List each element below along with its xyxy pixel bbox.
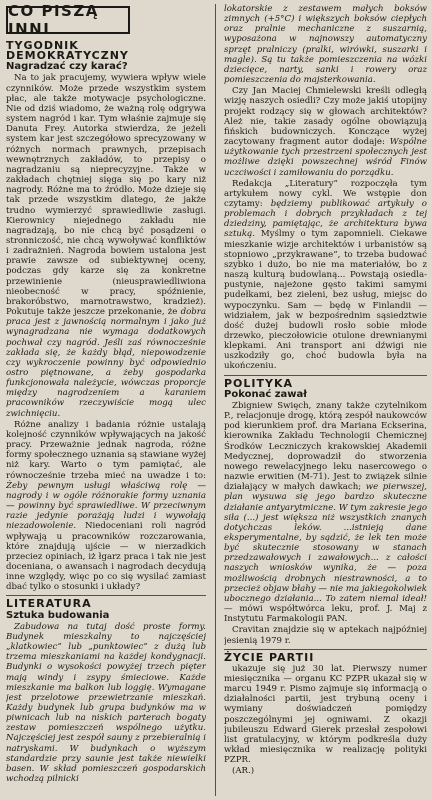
- section-heading: TYGODNIK DEMOKRATYCZNY: [6, 41, 129, 63]
- article-paragraph: lokatorskie z zestawem małych boksów zimnych (+5°C) i większych boksów ciepłych oraz pralnie mechaniczne z suszarnią, wyposażona w najnowszy automatyczny sprzęt pralniczy (pralki, wirówki, suszarki i magle). Są tu także pomieszczenia na wózki dziecięce, narty, sanki i rowery oraz pomieszczenia do majsterkowania.: [224, 4, 427, 86]
- article-title: Pokonać zawał: [224, 388, 307, 400]
- article-paragraph: ukazuje się już 30 lat. Pierwszy numer miesięcznika — organu KC PZPR ukazał się w marcu 1949 r. Pismo zajmuje się informacją o działalności partii, jest trybuną oceny i wymiany doświadczeń pomiędzy poszczególnymi jej ogniwami. Z okazji jubileuszu Edward Gierek przesłał zespołowi list gratulacyjny, w którym podkreśla duży wkład miesięcznika w realizację polityki PZPR.: [224, 663, 427, 766]
- article-paragraph: Redakcja „Literatury” rozpoczęła tym artykułem nowy cykl. We wstępie don czytamy: będziemy publikować artykuły o problemach i dobrych przykładach z tej dziedziny, pamiętając, że architektura bywa sztuką. Myślmy o tym zapomnieli. Ciekawe mieszkanie wizje architektów i urbanistów są stopniowo „przykrawane”, to trzeba budować szybko i dużo, bo nie ma materiałów, bo z naszą kulturą budowlaną... Powstają osiedla-pustynie, najeżone gęsto takimi samymi pudełkami, bez zieleni, bez usług, miejsc do wypoczynku. Sam — będę w Finlandii — widziałem, jak w bezpośrednim sąsiedztwie dość dużej budowli rosło sobie młode drzewko, pieczołowicie otulone drewnianymi klepkami. Ani transport ani dźwigi nie uszkodziły go, choć budowla była na ukończeniu.: [224, 178, 427, 372]
- article-paragraph: Różne analizy i badania różnie ustalają kolejność czynników wpływających na jakość pracy. Przeważnie jednak nagroda, różne formy społecznego uznania są stawiane wyżej niż kary. Warto o tym pamiętać, ale równocześnie trzeba mieć na uwadze i to: Żeby pewnym usługi właściwą rolę — nagrody i w ogóle różnorakie formy uznania — powinny być sprawiedliwe. W przeciwnym razie jedynie porażają ludzi i wywołają niezadowolenie. Niedoceniani roli nagród wpływają u pracowników rozczarowania, które znajdują ujście — w nierzadkich przeciez opiniach, iż łgarz praca i tak nie jest doceniana, o awansach i nagrodach decydują inne względy, więc po co się wysilać zamiast dbać tylko o stosunki i układy?: [6, 419, 206, 593]
- article-paragraph: Cravitan znajdzie się w aptekach najpóźniej jesienią 1979 r.: [224, 625, 427, 646]
- article-title: Sztuka budowania: [6, 609, 110, 621]
- right-column: [224, 4, 427, 798]
- left-column: [6, 41, 206, 798]
- article-paragraph: Na to jak pracujemy, wywiera wpływ wiele czynników. Może przede wszystkim system płac, ale także motywacje psychologiczne. Nie od dziś wiadomo, że ważną rolę odgrywa system nagród i kar. Tym właśnie zajmuje się Danuta Frey. Autorka stwierdza, że jeżeli system kar jest szczegółowo sprecyzowany w różnych normach prawnych, przepisach wewnętrznych zakładów, to przepisy o nagradzaniu są nieprecyzyjne. Także w zakładach chętniej sięga się po kary niż nagrody. Różne ma to źródło. Może dzieje się tak przede wszystkim dlatego, że jakże trudno wymierzyć sprawiedliwie zasługi. Kierownicy niejednego zakładu nie nagradzają, bo nie chcą być posądzeni o stronniczość, nie chcą wywoływać konfliktów i zadrażnień. Nagroda bowiem ustalona jest prawie zawsze od subiektywnej oceny, podczas gdy karze się za konkretne przewinienie (nieusprawiedliwiona nieobecność w pracy, spóźnienie, brakoróbstwo, marnotrawstwo, kradzież). Pokutuje także jeszcze przekonanie, że dobra praca jest z jawnością normalnym i jako już wynagradzana nie wymaga dodatkowych pochwał czy nagród. Jeśli zaś równocześnie zakłada się, że każdy błąd, niepowodzenie czy wykroczenie powinny być odpowiednio ostro piętnowane, a żeby gospodarka funkcjonowała należycie, wówczas proporcje między nagrodzeniem a karaniem pracowników rzeczywiście mogą ulec zwichnięciu.: [6, 73, 206, 419]
- section-divider: [224, 375, 427, 376]
- article-paragraph: Zabudowa na tutaj dość proste formy. Budynek mieszkalny to najczęściej „klatkowiec” lub „punktowiec” z dużą lub trzema mieszkaniami na każdej kondygnacji. Budynki o wysokości powyżej trzech pięter mają windy i zsypy śmieciowe. Każde mieszkanie ma balkon lub loggię. Wymagane jest przelotowe przewietrzanie mieszkań. Każdy budynek lub grupa budynków ma w piwnicach lub na niskich parterach bogaty zestaw pomieszczeń wspólnego użytku. Najczęściej jest zespół sauny z przebieralnią i natryskami. W budynkach o wyższym standardzie przy saunie jest także niewielki basen. W skład pomieszczeń gospodarskich wchodzą pilnicki: [6, 621, 206, 785]
- section-heading: POLITYKA: [224, 376, 294, 390]
- article-title: Nagradzać czy karać?: [6, 61, 128, 73]
- article-paragraph: Zbigniew Swięch, znany także czytelnikom P., relacjonuje drogę, którą zespół naukowców pod kierunkiem prof. dra Mariana Eckserina, kierownika Zakładu Technologii Chemicznej Środków Leczniczych krakowskiej Akademii Medycznej, doprowadził do stworzenia nowego rewelacyjnego leku nasercowego o nazwie erwitien (M-71). Jest to związek silnie działający w małych dawkach; we pierwszej, plan wysuwa się jego bardzo skuteczne działanie antyarytmiczne. W tym zakresie jego siła (...) jest większa niż wszystkich znanych dotychczas leków. ...istnieją dane eksperymentalne, by sądzić, że lek ten może być skutecznie stosowany w stanach przedzawałowych i zawałowych... z całości naszych wniosków wynika, że — poza możliwością drobnych niestrawności, a to przecież objaw błahy — nie ma jakiegokolwiek ubocznego działania... To zatem niemal ideał! — mówi współtwórca leku, prof. J. Maj z Instytutu Farmakologii PAN.: [224, 400, 427, 625]
- author-signature: (AR.): [232, 766, 255, 777]
- column-masthead: [6, 2, 130, 38]
- section-heading: ŻYCIE PARTII: [224, 650, 315, 664]
- column-divider: [215, 4, 216, 796]
- section-heading: LITERATURA: [6, 597, 92, 611]
- section-divider: [6, 595, 206, 596]
- article-paragraph: Czy Jan Maciej Chmielewski kreśli odległą wizję naszych osiedli? Czy może jakiś utopijny projekt rodzący się w głowach architektów? Ależ nie, takie zasady ogólne obowiązują fińskich budowniczych. Konczące wyżej zacytowany fragment autor dodaje: Wspólne użytkowanie tych przestrzeni społecznych jest możliwe dzięki powszechnej wśród Finów uczciwości i zamiłowaniu do porządku.: [224, 86, 427, 178]
- masthead-title: CO PISZĄ INNI: [8, 2, 99, 38]
- section-divider: [224, 649, 427, 650]
